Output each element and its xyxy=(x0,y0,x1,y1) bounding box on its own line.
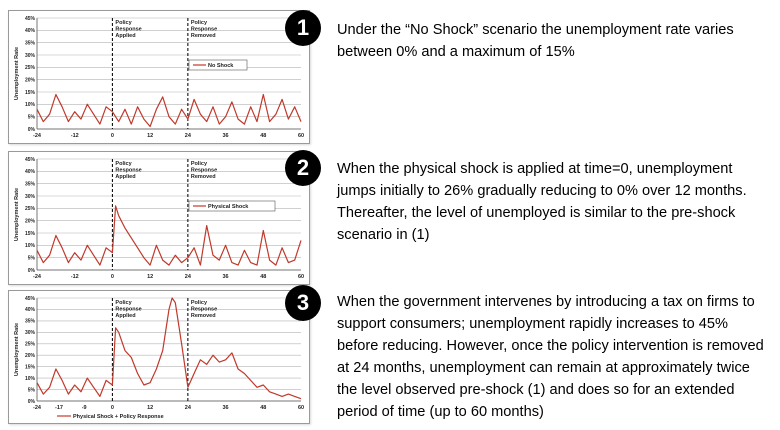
policy-annotation-text: Policy xyxy=(115,161,132,167)
policy-annotation-text: Response xyxy=(190,167,218,174)
policy-annotation-text: Policy xyxy=(190,20,208,26)
legend-label: Physical Shock xyxy=(208,204,249,210)
step-badge-2: 2 xyxy=(285,150,321,186)
y-tick-label: 30% xyxy=(24,330,35,337)
chart-panel-policy-response xyxy=(8,290,310,424)
x-tick-label: 12 xyxy=(147,405,154,411)
y-tick-label: 5% xyxy=(27,114,35,121)
policy-annotation-text: Response xyxy=(190,26,218,33)
series-line xyxy=(37,95,301,127)
note-text-2: When the physical shock is applied at time=0, unemployment jumps initially to 26% gradually reducing to 0% over 12 months. Thereafter, the level of unemployed is similar to the pre-shock scenario in (1) xyxy=(337,161,747,243)
x-tick-label: 48 xyxy=(260,274,267,280)
y-tick-label: 0% xyxy=(27,267,35,274)
y-tick-label: 40% xyxy=(24,307,35,314)
note-text-1: Under the “No Shock” scenario the unemployment rate varies between 0% and a maximum of 15% xyxy=(337,22,734,60)
x-tick-label: -17 xyxy=(55,405,63,411)
policy-annotation-text: Removed xyxy=(190,33,216,39)
x-tick-label: 36 xyxy=(222,133,229,139)
y-tick-label: 25% xyxy=(24,65,35,72)
y-tick-label: 40% xyxy=(24,169,35,176)
policy-annotation-text: Policy xyxy=(190,161,208,167)
legend-label: No Shock xyxy=(208,63,234,69)
y-tick-label: 20% xyxy=(24,218,35,225)
y-tick-label: 0% xyxy=(27,126,35,133)
x-tick-label: 36 xyxy=(222,405,229,411)
policy-annotation-text: Applied xyxy=(115,174,136,180)
y-tick-label: 0% xyxy=(27,398,35,405)
x-tick-label: 0 xyxy=(110,405,114,411)
chart-panel-physical-shock xyxy=(8,151,310,285)
x-tick-label: -24 xyxy=(33,133,41,139)
x-tick-label: 60 xyxy=(297,405,305,411)
x-tick-label: -24 xyxy=(33,274,41,280)
series-line xyxy=(37,206,301,265)
y-tick-label: 30% xyxy=(24,52,35,59)
chart-panel-no-shock xyxy=(8,10,310,144)
y-axis-label: Unemployment Rate xyxy=(14,322,20,377)
policy-annotation-text: Applied xyxy=(115,313,136,319)
policy-annotation-text: Response xyxy=(115,26,142,33)
x-tick-label: -9 xyxy=(81,405,87,411)
x-tick-label: 36 xyxy=(222,274,229,280)
policy-annotation-text: Removed xyxy=(190,313,216,319)
y-tick-label: 10% xyxy=(24,102,35,109)
x-tick-label: 48 xyxy=(260,133,267,139)
y-tick-label: 35% xyxy=(24,181,35,188)
line-chart-policy-response xyxy=(9,291,309,423)
x-tick-label: -12 xyxy=(70,274,79,280)
policy-annotation-text: Applied xyxy=(115,33,136,39)
y-tick-label: 10% xyxy=(24,243,35,250)
x-tick-label: 12 xyxy=(147,274,154,280)
y-tick-label: 5% xyxy=(27,255,35,262)
y-tick-label: 45% xyxy=(24,156,35,163)
x-tick-label: -12 xyxy=(70,133,79,139)
policy-annotation-text: Policy xyxy=(190,300,208,306)
y-tick-label: 25% xyxy=(24,341,35,348)
y-tick-label: 45% xyxy=(24,15,35,22)
policy-annotation-text: Policy xyxy=(115,20,132,26)
y-tick-label: 25% xyxy=(24,206,35,213)
y-tick-label: 5% xyxy=(27,387,35,394)
x-tick-label: -24 xyxy=(33,405,41,411)
line-chart-physical-shock xyxy=(9,152,309,284)
x-tick-label: 60 xyxy=(297,133,305,139)
policy-annotation-text: Removed xyxy=(190,174,216,180)
y-tick-label: 20% xyxy=(24,77,35,84)
y-tick-label: 45% xyxy=(24,295,35,302)
y-tick-label: 15% xyxy=(24,364,35,371)
y-tick-label: 35% xyxy=(24,318,35,325)
series-line xyxy=(37,298,301,399)
y-tick-label: 10% xyxy=(24,375,35,382)
y-tick-label: 35% xyxy=(24,40,35,47)
y-axis-label: Unemployment Rate xyxy=(14,46,20,101)
policy-annotation-text: Response xyxy=(190,306,218,313)
y-tick-label: 20% xyxy=(24,353,35,360)
legend-label: Physical Shock + Policy Response xyxy=(73,414,164,420)
y-tick-label: 40% xyxy=(24,28,35,35)
x-tick-label: 24 xyxy=(184,133,191,139)
x-tick-label: 0 xyxy=(110,274,114,280)
y-tick-label: 30% xyxy=(24,193,35,200)
x-tick-label: 48 xyxy=(260,405,267,411)
step-badge-3: 3 xyxy=(285,285,321,321)
line-chart-no-shock xyxy=(9,11,309,143)
x-tick-label: 0 xyxy=(110,133,114,139)
note-text-3: When the government intervenes by introducing a tax on firms to support consumers; unemployment rapidly increases to 45% before reducing. However, once the policy intervention is removed at 24 months, unemployment can remain at approximately twice the level observed pre-shock (1) and does so for an extended period of time (up to 60 months) xyxy=(337,294,764,420)
y-tick-label: 15% xyxy=(24,230,35,237)
x-tick-label: 60 xyxy=(297,274,305,280)
step-badge-1: 1 xyxy=(285,10,321,46)
policy-annotation-text: Response xyxy=(115,167,142,174)
policy-annotation-text: Policy xyxy=(115,300,132,306)
y-axis-label: Unemployment Rate xyxy=(14,187,20,242)
x-tick-label: 24 xyxy=(184,274,191,280)
policy-annotation-text: Response xyxy=(115,306,142,313)
x-tick-label: 24 xyxy=(184,405,191,411)
y-tick-label: 15% xyxy=(24,89,35,96)
x-tick-label: 12 xyxy=(147,133,154,139)
